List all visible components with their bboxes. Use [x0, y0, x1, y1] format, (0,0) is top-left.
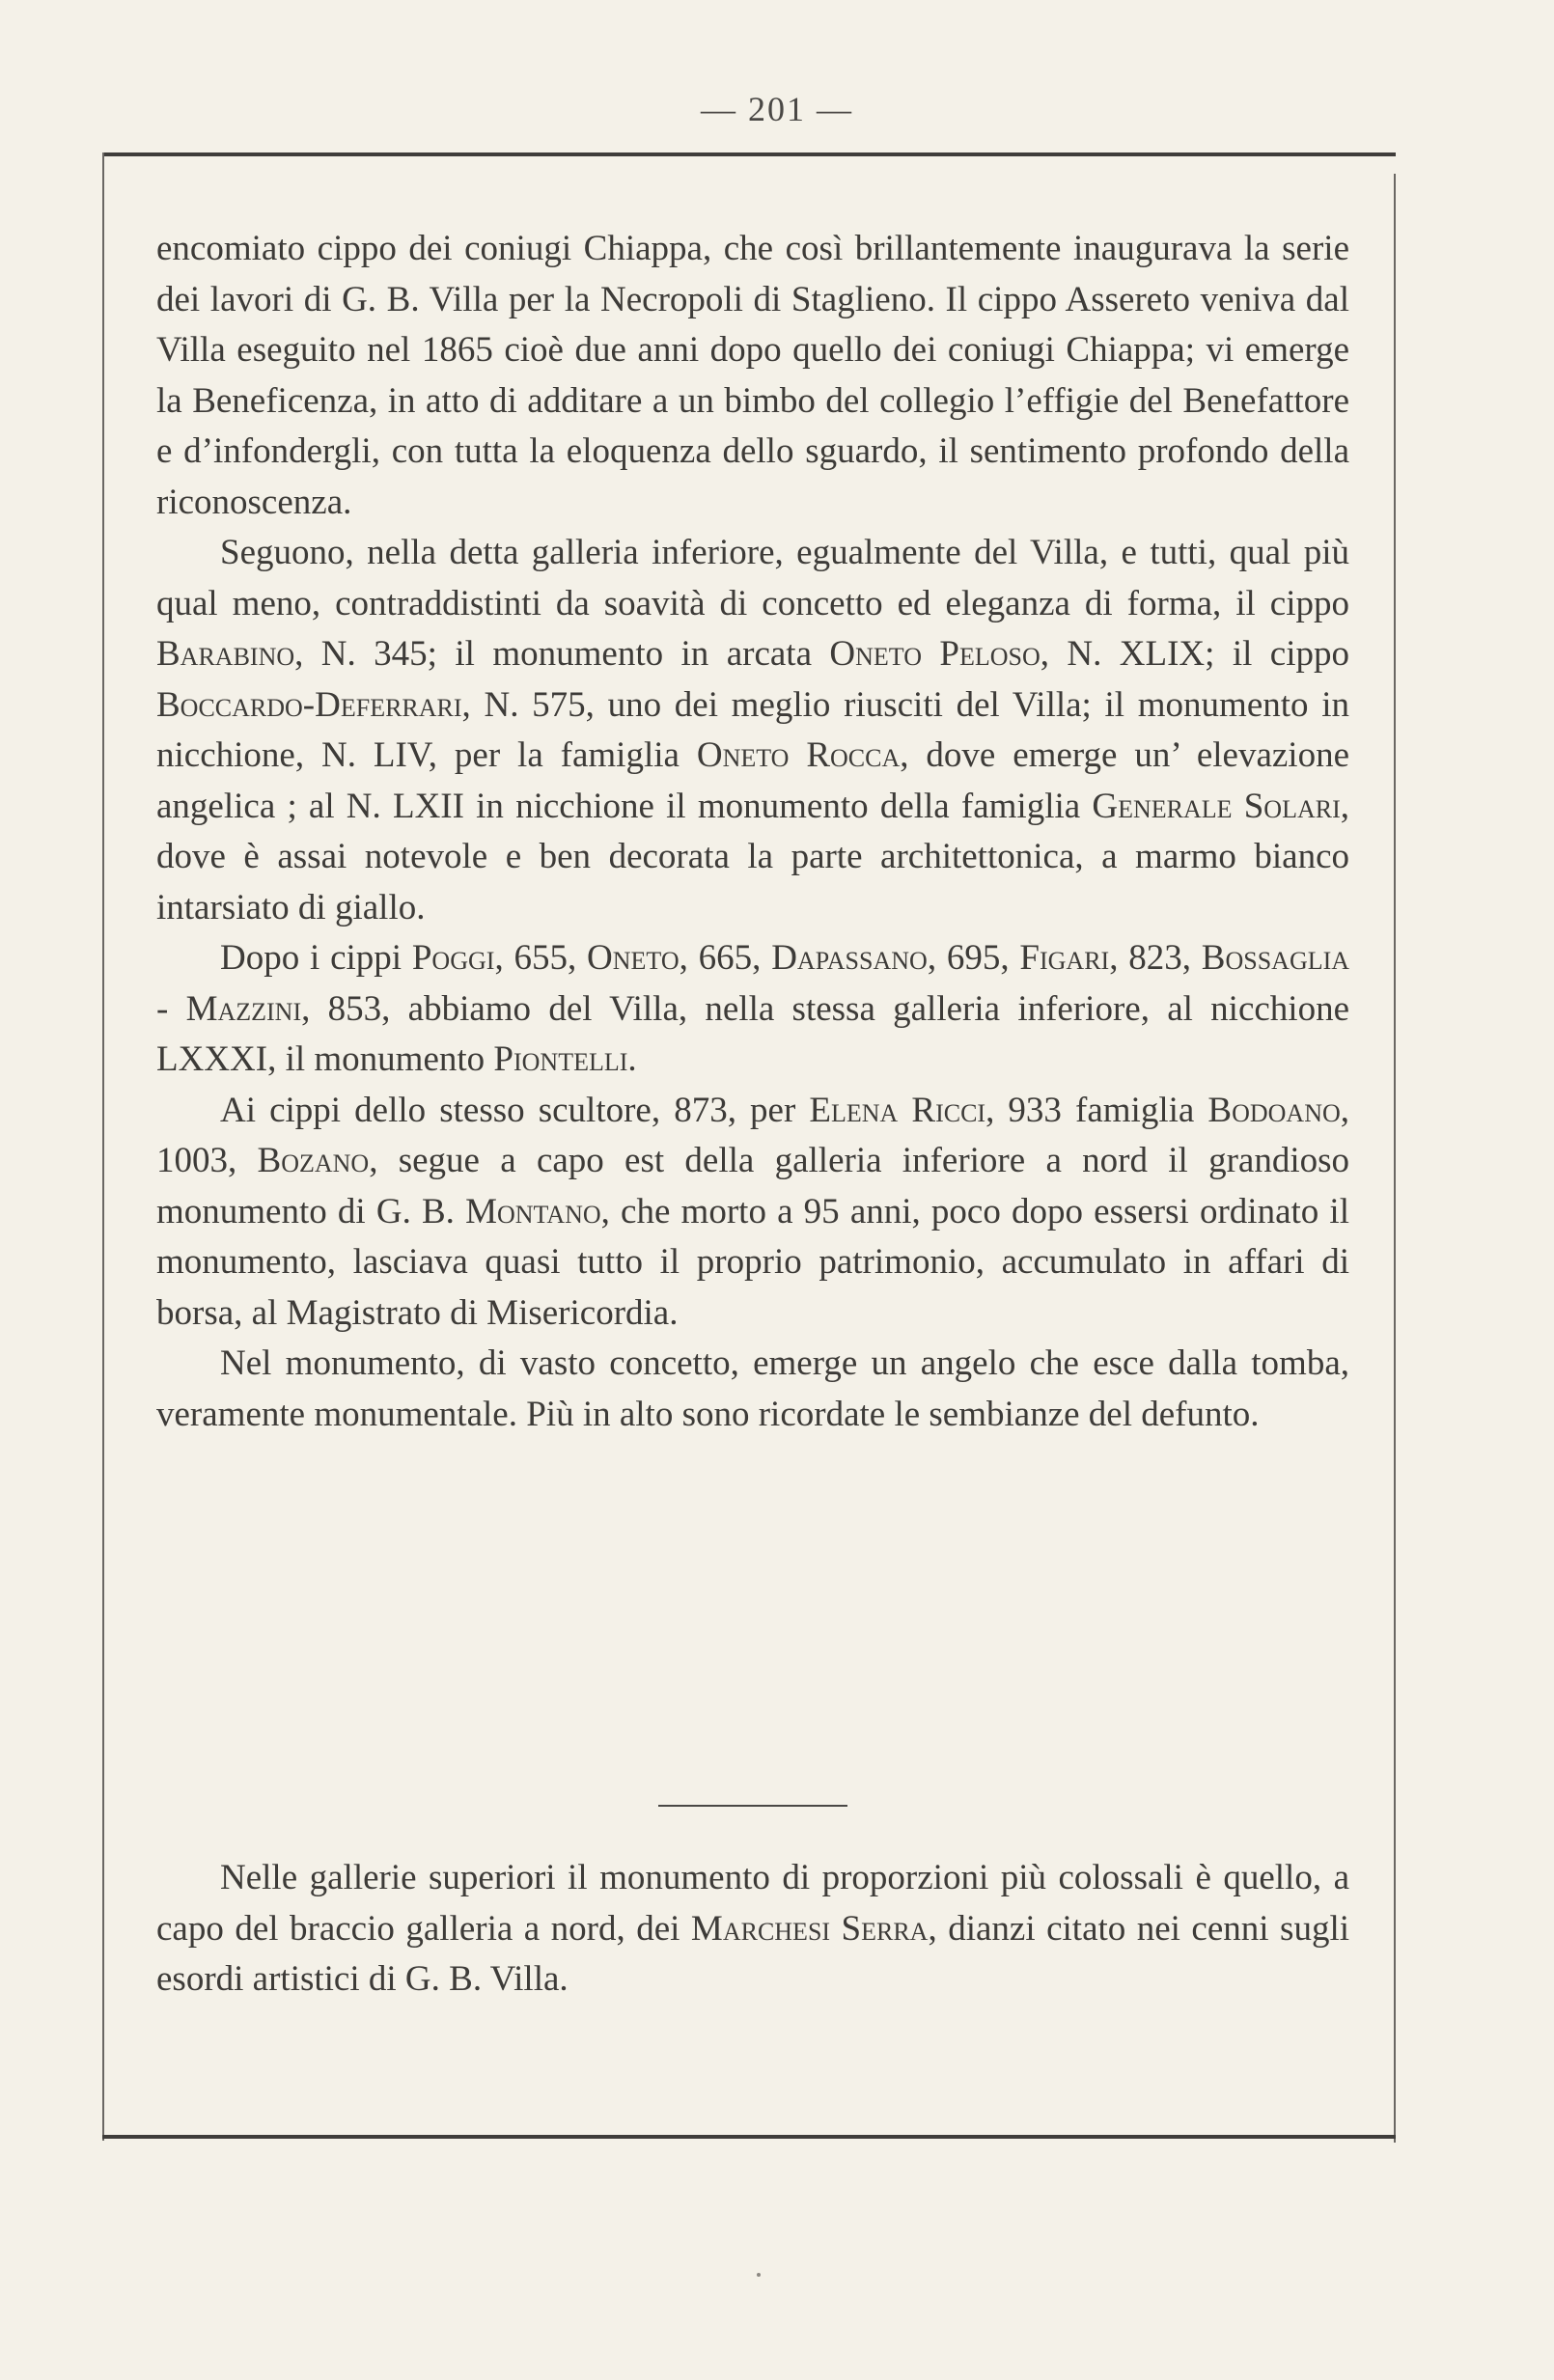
text-run: encomiato cippo dei coniugi Chiappa, che così brillantemente inaugurava la serie dei lavori di G. B. Villa per la Necropoli di Staglieno. Il cippo Assereto veniva dal Villa eseguito nel 1865 cioè due anni dopo quello dei coniugi Chiappa; vi emerge la Beneficenza, in atto di additare a un bimbo del collegio l’effigie del Benefattore e d’infondergli, con tutta la eloquenza dello sguardo, il sentimento profondo della riconoscenza. [156, 229, 1349, 522]
paragraph [156, 224, 1349, 528]
proper-name: Boccardo-Deferrari [156, 684, 462, 725]
frame-bottom-rule [102, 2135, 1396, 2139]
text-run: , N. 345; il monumento in arcata [294, 634, 830, 674]
text-run: , dove è assai notevole e ben decorata la parte architettonica, a marmo bianco intarsiato di giallo. [156, 786, 1349, 927]
text-run: Seguono, nella detta galleria inferiore, egualmente del Villa, e tutti, qual più qual meno, contraddistinti da soavità di concetto ed eleganza di forma, il cippo [156, 533, 1349, 623]
proper-name: Bozano [257, 1141, 370, 1180]
text-run: . [627, 1039, 637, 1079]
text-run: Ai cippi dello stesso scultore, 873, per [220, 1090, 810, 1130]
text-run: , 1003, [156, 1090, 1349, 1180]
proper-name: Bossaglia - Mazzini [156, 938, 1350, 1029]
proper-name: Bodoano [1207, 1090, 1341, 1130]
proper-name: Montano [465, 1191, 601, 1232]
frame-left-rule [102, 152, 104, 2141]
text-run: , 853, abbiamo del Villa, nella stessa galleria inferiore, al nicchione LXXXI, il monumento [156, 988, 1350, 1079]
proper-name: Oneto Peloso [829, 634, 1041, 674]
text-run: Nel monumento, di vasto concetto, emerge un angelo che esce dalla tomba, veramente monumentale. Più in alto sono ricordate le sembianze del defunto. [156, 1343, 1349, 1434]
text-run: , segue a capo est della galleria inferiore a nord il grandioso monumento di G. B. [156, 1141, 1349, 1232]
text-run: Nelle gallerie superiori il monumento di proporzioni più colossali è quello, a capo del braccio galleria a nord, dei [156, 1858, 1349, 1949]
paragraph [156, 1339, 1349, 1440]
proper-name: Generale Solari [1092, 786, 1341, 826]
frame-right-rule [1394, 174, 1396, 2143]
proper-name: Dapassano [771, 938, 928, 978]
proper-name: Piontelli [493, 1039, 628, 1079]
text-run: , 823, [1109, 938, 1202, 978]
text-run: , N. 575, uno dei meglio riusciti del Villa; il monumento in nicchione, N. LIV, per la famiglia [156, 684, 1349, 775]
frame-top-rule [104, 152, 1396, 156]
proper-name: Oneto [587, 938, 680, 978]
paper-speck [757, 2273, 761, 2277]
text-run: Dopo i cippi [220, 938, 412, 978]
main-text-block [156, 224, 1349, 1440]
proper-name: Poggi [411, 938, 495, 978]
section-divider [658, 1805, 847, 1807]
text-run: , che morto a 95 anni, poco dopo essersi ordinato il monumento, lasciava quasi tutto il proprio patrimonio, accumulato in affari di borsa, al Magistrato di Misericordia. [156, 1191, 1349, 1333]
proper-name: Elena Ricci [809, 1090, 986, 1130]
proper-name: Barabino [156, 634, 295, 674]
text-run: , 933 famiglia [985, 1090, 1208, 1130]
text-run: , dove emerge un’ elevazione angelica ; al N. LXII in nicchione il monumento della famiglia [156, 735, 1349, 826]
paragraph [156, 1853, 1349, 2006]
proper-name: Figari [1019, 938, 1110, 978]
proper-name: Oneto Rocca [696, 735, 901, 775]
page-number: — 201 — [701, 90, 853, 128]
paragraph [156, 528, 1349, 933]
paragraph [156, 933, 1349, 1086]
second-text-block [156, 1853, 1349, 2006]
text-run: , dianzi citato nei cenni sugli esordi artistici di G. B. Villa. [156, 1908, 1350, 1999]
text-run: , 655, [494, 938, 588, 978]
text-run: , 695, [927, 938, 1020, 978]
proper-name: Marchesi Serra [690, 1908, 929, 1949]
text-run: , 665, [679, 938, 772, 978]
paragraph [156, 1086, 1349, 1340]
text-run: , N. XLIX; il cippo [1040, 634, 1350, 674]
